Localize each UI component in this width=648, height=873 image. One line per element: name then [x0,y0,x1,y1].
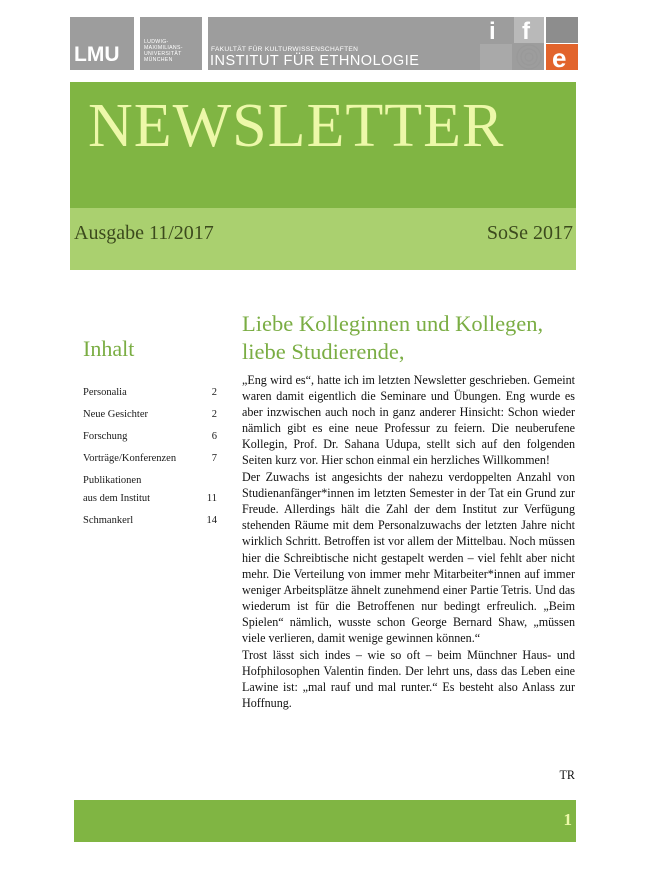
toc-item-page: 11 [206,493,217,504]
toc-item-page: 14 [206,515,217,526]
footer-band [74,800,576,842]
article-paragraph: Der Zuwachs ist angesichts der nahezu verdoppelten Anzahl von Studienanfänger*innen im letzten Semester in der Tat ein Grund zur Freude. Allerdings hält die Zahl der dem Institut zur Verfügung stehenden Räume mit dem Personalzuwachs der letzten Jahre nicht wirklich Schritt. Betroffen ist vor allem der Mittelbau. Noch müssen hier die Schreibtische nicht gestapelt werden – viel fehlt aber nicht mehr. Die Verteilung von immer mehr Mitarbeiter*innen auf immer weniger Arbeitsplätze ähnelt zunehmend einer Partie Tetris. Und das wiederum ist für die Betroffenen nur bedingt erfreulich. „Beim Spielen“ nämlich, wusste schon George Bernard Shaw, „müssen viele verlieren, damit wenige gewinnen können.“ [242,470,575,645]
greeting-line-2: liebe Studierende, [242,339,405,364]
lmu-logo-text: LMU [74,43,120,66]
toc-item[interactable] [83,430,217,443]
svg-text:f: f [522,18,530,45]
toc-item[interactable] [83,386,217,399]
institute-name: INSTITUT FÜR ETHNOLOGIE [210,53,420,69]
toc-item-page: 2 [211,409,217,420]
toc-item[interactable] [83,514,217,527]
issue-band [70,208,576,270]
faculty-name: FAKULTÄT FÜR KULTURWISSENSCHAFTEN [211,46,359,53]
toc-item-page: 6 [211,431,217,442]
institution-header [70,17,578,70]
newsletter-title: NEWSLETTER [88,92,505,160]
toc-item[interactable] [83,408,217,421]
page-number: 1 [563,810,572,829]
toc-item-label-line2: aus dem Institut [83,493,151,504]
issue-number: Ausgabe 11/2017 [74,222,214,244]
greeting-line-1: Liebe Kolleginnen und Kollegen, [242,311,544,336]
toc-item[interactable] [83,452,217,465]
university-name: LUDWIG-MAXIMILIANS-UNIVERSITÄT MÜNCHEN [144,39,183,63]
svg-text:e: e [552,43,567,70]
article-body [242,372,575,712]
article-signature: TR [559,768,575,782]
university-name-block [140,17,202,70]
toc-item-label-line1: Publikationen [83,475,142,486]
article-paragraph: „Eng wird es“, hatte ich im letzten Newsletter geschrieben. Gemeint waren damit eigentlich die Seminare und Übungen. Eng wurde es aber inzwischen auch noch in ganz anderer Hinsicht: Schon wieder nämlich gibt es eine neue Professur zu feiern. Die neuberufene Kollegin, Prof. Dr. Sahana Udupa, stellt sich auf den folgenden Seiten kurz vor. Hier schon einmal ein herzliches Willkommen! [242,373,575,468]
toc-item-label: Schmankerl [83,515,134,526]
toc-item-label: Vorträge/Konferenzen [83,453,177,464]
toc-item-label: Neue Gesichter [83,409,149,420]
toc-item-page: 2 [211,387,217,398]
article-paragraph: Trost lässt sich indes – wie so oft – beim Münchner Haus- und Hofphilosophen Valentin finden. Der lehrt uns, dass das Leben eine Lawine ist: „mal rauf und mal runter.“ Es besteht also Anlass zur Hoffnung. [242,647,575,710]
ife-logo-icon [480,17,578,70]
semester-label: SoSe 2017 [486,222,573,244]
toc-item[interactable] [83,474,217,505]
toc-item-page: 7 [211,453,217,464]
toc-item-label [83,474,150,505]
toc-title: Inhalt [83,336,135,361]
toc-item-label: Forschung [83,431,128,442]
svg-text:i: i [489,18,496,45]
lmu-logo [70,17,134,70]
article-greeting [242,310,582,366]
toc-list [83,386,217,527]
toc-item-label: Personalia [83,387,127,398]
newsletter-title-band [70,82,576,208]
